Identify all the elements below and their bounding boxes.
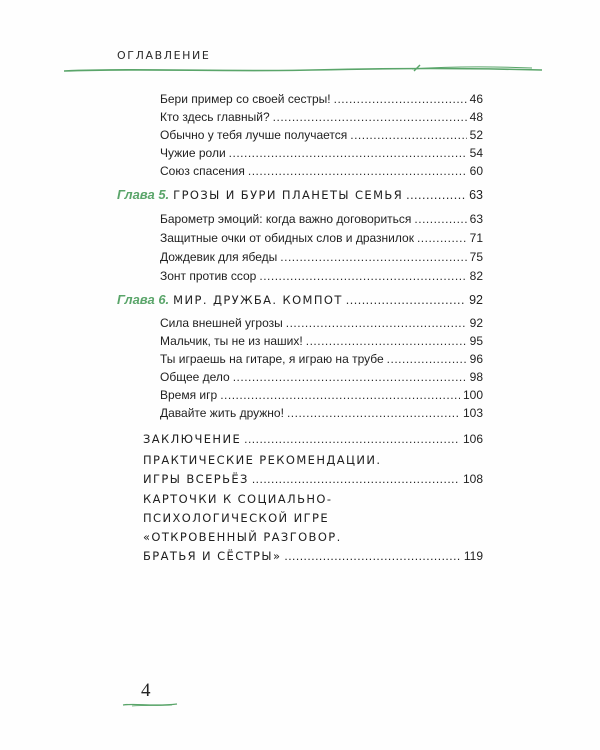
toc-leader-dots: [334, 92, 467, 106]
chapter-label: Глава 6.: [117, 292, 170, 307]
toc-entry-page: 96: [469, 352, 483, 366]
toc-leader-dots: [414, 212, 466, 226]
toc-entry-title-line: ИГРЫ ВСЕРЬЁЗ: [143, 472, 249, 486]
toc-entry-title-line: КАРТОЧКИ К СОЦИАЛЬНО-: [143, 492, 333, 506]
toc-entry[interactable]: [160, 110, 483, 124]
toc-entry-page: 92: [469, 293, 483, 307]
toc-conclusion[interactable]: [143, 432, 483, 446]
toc-entry[interactable]: [160, 334, 483, 348]
toc-entry-page: 63: [469, 188, 483, 202]
toc-entry-title-line: ПРАКТИЧЕСКИЕ РЕКОМЕНДАЦИИ.: [143, 453, 382, 467]
toc-entry[interactable]: [160, 352, 483, 366]
toc-entry-title: Чужие роли: [160, 146, 226, 160]
toc-entry-page: 119: [463, 549, 483, 563]
toc-entry-page: 98: [469, 370, 483, 384]
toc-entry-page: 46: [469, 92, 483, 106]
toc-leader-dots: [387, 352, 467, 366]
toc-entry-page: 92: [469, 316, 483, 330]
toc-entry[interactable]: [160, 406, 483, 420]
toc-entry-title-line: ПСИХОЛОГИЧЕСКОЙ ИГРЕ: [143, 511, 329, 525]
toc-cards[interactable]: [143, 490, 483, 566]
toc-leader-dots: [233, 370, 467, 384]
chapter-label: Глава 5.: [117, 187, 170, 202]
toc-entry-page: 60: [469, 164, 483, 178]
toc-leader-dots: [306, 334, 467, 348]
toc-leader-dots: [417, 231, 467, 245]
toc-leader-dots: [252, 470, 460, 489]
toc-leader-dots: [406, 188, 466, 202]
toc-entry-title-line: «ОТКРОВЕННЫЙ РАЗГОВОР.: [143, 530, 342, 544]
toc-leader-dots: [280, 250, 466, 264]
toc-leader-dots: [284, 547, 460, 566]
toc-entry[interactable]: [160, 164, 483, 178]
toc-entry[interactable]: [160, 269, 483, 283]
toc-entry-title: Время игр: [160, 388, 218, 402]
toc-chapter-5[interactable]: [117, 188, 483, 202]
toc-entry-title: Зонт против ссор: [160, 269, 257, 283]
toc-entry-title: Союз спасения: [160, 164, 245, 178]
toc-entry-page: 75: [469, 250, 483, 264]
page-number: 4: [141, 680, 151, 701]
chapter-title: ГРОЗЫ И БУРИ ПЛАНЕТЫ СЕМЬЯ: [173, 188, 404, 202]
toc-leader-dots: [229, 146, 467, 160]
toc-entry-page: 82: [469, 269, 483, 283]
toc-entry-title: Давайте жить дружно!: [160, 406, 284, 420]
toc-entry-title: Бери пример со своей сестры!: [160, 92, 331, 106]
toc-leader-dots: [244, 432, 460, 446]
toc-entry-page: 48: [469, 110, 483, 124]
footer-rule: [122, 700, 178, 710]
toc-entry-page: 63: [469, 212, 483, 226]
toc-entry-title: Общее дело: [160, 370, 230, 384]
toc-chapter-6[interactable]: [117, 293, 483, 307]
toc-leader-dots: [287, 406, 460, 420]
toc-entry-title: ЗАКЛЮЧЕНИЕ: [143, 432, 242, 446]
toc-entry-page: 71: [469, 231, 483, 245]
page-header-title: ОГЛАВЛЕНИЕ: [117, 49, 211, 62]
toc-leader-dots: [350, 128, 466, 142]
chapter-title: МИР. ДРУЖБА. КОМПОТ: [173, 293, 343, 307]
toc-entry-title: Сила внешней угрозы: [160, 316, 283, 330]
toc-entry-page: 54: [469, 146, 483, 160]
toc-entry-title: Барометр эмоций: когда важно договориться: [160, 212, 412, 226]
toc-entry[interactable]: [160, 146, 483, 160]
toc-entry[interactable]: [160, 128, 483, 142]
toc-leader-dots: [259, 269, 466, 283]
toc-practical[interactable]: [143, 451, 483, 489]
toc-entry[interactable]: [160, 316, 483, 330]
toc-leader-dots: [286, 316, 467, 330]
toc-entry-title: Дождевик для ябеды: [160, 250, 278, 264]
toc-entry[interactable]: [160, 212, 483, 226]
toc-entry-title: Защитные очки от обидных слов и дразнилок: [160, 231, 414, 245]
toc-leader-dots: [220, 388, 460, 402]
toc-entry-title: Мальчик, ты не из наших!: [160, 334, 303, 348]
toc-entry[interactable]: [160, 388, 483, 402]
toc-entry[interactable]: [160, 250, 483, 264]
toc-entry-page: 103: [462, 406, 483, 420]
toc-entry-page: 108: [462, 472, 483, 486]
toc-entry-page: 100: [462, 388, 483, 402]
toc-entry[interactable]: [160, 231, 483, 245]
toc-entry[interactable]: [160, 92, 483, 106]
toc-entry-title: Обычно у тебя лучше получается: [160, 128, 348, 142]
toc-leader-dots: [273, 110, 467, 124]
toc-entry-page: 52: [469, 128, 483, 142]
toc-entry-title-line: БРАТЬЯ И СЁСТРЫ»: [143, 549, 282, 563]
toc-entry-page: 106: [462, 432, 483, 446]
toc-entry-page: 95: [469, 334, 483, 348]
header-rule: [62, 62, 544, 78]
toc-entry-title: Кто здесь главный?: [160, 110, 270, 124]
toc-leader-dots: [346, 293, 466, 307]
toc-leader-dots: [248, 164, 467, 178]
toc-entry-title: Ты играешь на гитаре, я играю на трубе: [160, 352, 384, 366]
toc-entry[interactable]: [160, 370, 483, 384]
